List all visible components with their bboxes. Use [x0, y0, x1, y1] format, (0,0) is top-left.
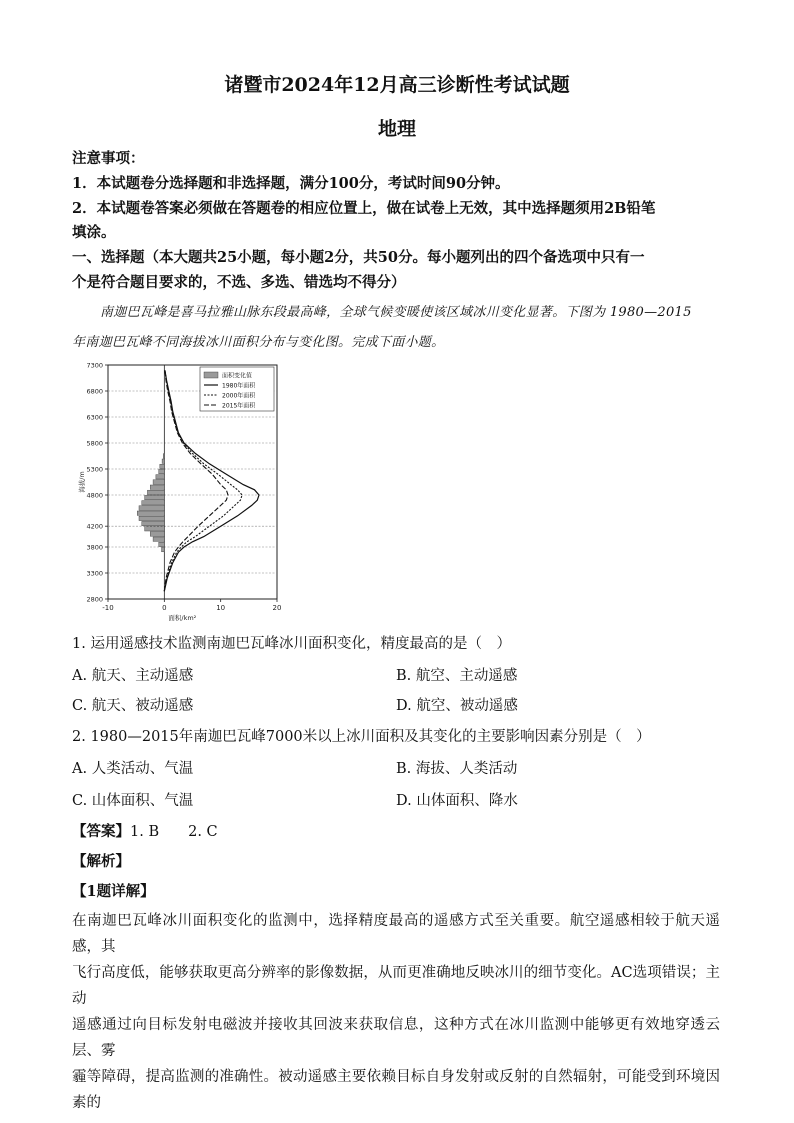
y-tick-label: 5300: [86, 465, 103, 474]
y-tick-label: 4200: [86, 522, 103, 531]
legend-label: 2015年面积: [222, 402, 256, 410]
glacier-chart: [72, 355, 292, 625]
change-bar: [153, 537, 164, 541]
question-1-stem: 1. 运用遥感技术监测南迦巴瓦峰冰川面积变化，精度最高的是（ ）: [72, 636, 511, 652]
change-bar: [137, 511, 164, 515]
y-tick-label: 5800: [86, 439, 103, 448]
y-axis-label: 海拔/m: [78, 471, 86, 493]
x-tick-label: -10: [102, 604, 114, 612]
change-bar: [139, 506, 164, 510]
q2-option-a: A. 人类活动、气温: [72, 761, 194, 777]
change-bar: [142, 501, 165, 505]
change-bar: [145, 527, 165, 531]
explanation-line-4: 霾等障碍，提高监测的准确性。被动遥感主要依赖目标自身发射或反射的自然辐射，可能受到环境因素的: [72, 1069, 720, 1111]
change-bar: [159, 542, 165, 546]
y-tick-label: 3300: [86, 569, 103, 578]
detail-tag: 【1题详解】: [72, 883, 155, 900]
analysis-tag: 【解析】: [72, 853, 130, 870]
change-bar: [150, 532, 164, 536]
q2-option-c: C. 山体面积、气温: [72, 793, 194, 809]
y-tick-label: 6300: [86, 413, 103, 422]
change-bar: [142, 521, 165, 525]
q1-option-a: A. 航天、主动遥感: [72, 668, 194, 684]
notice-item-1: 1．本试题卷分选择题和非选择题，满分100分，考试时间90分钟。: [72, 175, 510, 192]
y-tick-label: 2800: [86, 595, 103, 604]
change-bar: [147, 490, 164, 494]
answer-tag: 【答案】: [72, 823, 130, 840]
y-tick-label: 6800: [86, 387, 103, 396]
intro-line-2: 年南迦巴瓦峰不同海拔冰川面积分布与变化图。完成下面小题。: [72, 335, 445, 350]
change-bar: [139, 516, 164, 520]
change-bar: [153, 480, 164, 484]
x-tick-label: 20: [272, 604, 282, 612]
answer-text: 1. B 2. C: [130, 824, 218, 840]
change-bar: [156, 475, 164, 479]
change-bar: [163, 454, 164, 458]
y-tick-label: 4800: [86, 491, 103, 500]
change-bar: [162, 547, 165, 551]
notice-heading: 注意事项：: [72, 150, 145, 167]
legend-swatch-bar: [204, 372, 218, 378]
explanation-paragraph: [72, 908, 720, 1116]
q1-option-d: D. 航空、被动遥感: [396, 698, 518, 714]
section-heading: 一、选择题（本大题共25小题，每小题2分，共50分。每小题列出的四个备选项中只有一: [72, 249, 645, 266]
change-bar: [150, 485, 164, 489]
answer-line: [72, 820, 218, 841]
exam-title: 诸暨市2024年12月高三诊断性考试试题: [224, 74, 570, 96]
explanation-line-1: 在南迦巴瓦峰冰川面积变化的监测中，选择精度最高的遥感方式至关重要。航空遥感相较于航天遥感，其: [72, 913, 720, 955]
x-axis-label: 面积/km²: [168, 614, 197, 622]
subject-title: 地理: [377, 118, 416, 140]
notice-item-2: 2．本试题卷答案必须做在答题卷的相应位置上，做在试卷上无效，其中选择题须用2B铅笔: [72, 200, 656, 217]
intro-line-1: 南迦巴瓦峰是喜马拉雅山脉东段最高峰，全球气候变暖使该区域冰川变化显著。下图为 1980—2015: [100, 305, 692, 320]
y-tick-label: 3800: [86, 543, 103, 552]
explanation-line-3: 遥感通过向目标发射电磁波并接收其回波来获取信息，这种方式在冰川监测中能够更有效地穿透云层、雾: [72, 1017, 720, 1059]
question-2-stem: 2. 1980—2015年南迦巴瓦峰7000米以上冰川面积及其变化的主要影响因素分别是（ ）: [72, 729, 651, 745]
x-tick-label: 10: [216, 604, 226, 612]
legend-label: 面积变化值: [222, 372, 253, 380]
x-tick-label: 0: [162, 604, 167, 612]
q1-option-c: C. 航天、被动遥感: [72, 698, 194, 714]
q1-option-b: B. 航空、主动遥感: [396, 668, 518, 684]
notice-item-2-cont: 填涂。: [72, 224, 116, 241]
y-tick-label: 7300: [86, 361, 103, 370]
change-bar: [145, 495, 165, 499]
legend-label: 2000年面积: [222, 392, 256, 400]
change-bar: [160, 464, 165, 468]
q2-option-d: D. 山体面积、降水: [396, 793, 518, 809]
change-bar: [159, 469, 165, 473]
explanation-line-2: 飞行高度低，能够获取更高分辨率的影像数据，从而更准确地反映冰川的细节变化。AC选项错误；主动: [72, 965, 720, 1007]
q2-option-b: B. 海拔、人类活动: [396, 761, 518, 777]
section-heading-cont: 个是符合题目要求的，不选、多选、错选均不得分）: [72, 274, 406, 291]
legend-label: 1980年面积: [222, 382, 256, 390]
change-bar: [162, 459, 164, 463]
